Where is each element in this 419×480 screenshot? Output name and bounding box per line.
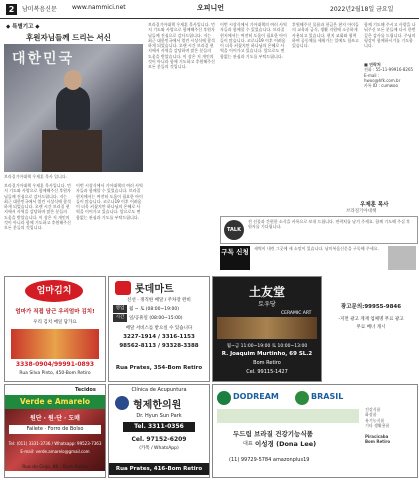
ad5-korean: 원단 · 원·단 · 도매 [30,415,80,422]
brazil-flag-icon [295,391,309,405]
ad2-hours-2: 일/공휴일 (08:00~15:00) [129,316,183,321]
contact-phone: 전화 : 55-11-99916-8265 [364,67,414,73]
ad2-hours-label-2: 시간 [113,314,127,322]
ad2-hours-label-1: 영업 [113,305,127,313]
photo-caption: 브라질기아대책 우제훈 목사 입니다. [4,174,68,179]
ad7-item: 유기농식품 [365,417,385,423]
ad1-phone: 3338-0904/99991-0893 [15,361,95,368]
ad2-phone-2: 98562-8113 / 93328-3388 [119,343,199,349]
talk-text: 전 선물과 간편한 소식을 카톡으로 보내 드립니다. 연락처를 남겨 주세요. 함께 기도해 주실 후원자를 기다립니다. [248,219,411,230]
article-body-2: 이번 시상식에서 기아대책의 여러 사역자들과 함께할 수 있었습니다. 브라질 현지에서는 여전히 도움이 필요한 아이들이 많습니다. 코로나19 이후 어려움이 더욱 커졌지만 하나님의 은혜로 사역을 이어가고 있습니다. 앞으로도 변함없는 관심과 기도를 부탁드립니다. [76,183,143,220]
ad6-cel-note: (카톡 / WhatsApp) [139,446,179,451]
ad2-note: 배달 서비스를 받으실 수 있습니다 [125,326,193,331]
contact-intro: 함께 기도해 주시고 사랑을 나눠주신 모든 분들께 다시 한번 깊은 감사를 드립니다. 주님의 평강이 함께하시기를 기도합니다. [364,22,416,49]
article-title: 후원자님들께 드리는 서신 [26,33,111,42]
ad7-item: 기타 생활용품 [365,422,390,428]
ad6-name: 형제한의원 [133,400,182,411]
kakao-talk-box [220,216,418,244]
dodream-logo-icon [217,391,231,405]
ad7-contact: (11) 99729-5784 amazonplus19 [229,457,310,463]
ad4-line-1: 광고문의:99955-9846 [340,304,402,310]
article-body-1: 브라질기아대책 우제훈 목사입니다. 먼저 기도와 사랑으로 함께해주신 후원자님들께 진심으로 감사드립니다. 저는 최근 대한민국에서 열린 시상식에 참석하게 되었습니다. 오랜 시간 브라질 현지에서 사역을 감당하며 많은 분들의 도움을 받았습니다. 이 상은 저 개인의 것이 아니라 함께 기도하고 후원해주신 모든 분들의 것입니다. [4,183,71,231]
ad5-item: Failete · Forro de Bolso [9,425,101,434]
ad-inquiry [326,276,416,380]
article-kicker: ◆ 특별기고 ◆ [6,24,40,30]
ad1-food-photo [11,329,99,359]
ad7-owner: 이성경 (Dona Lee) [255,440,317,448]
ad1-brand: 엄마김치 [25,280,83,302]
ad7-brand-2: BRASIL [311,392,344,401]
ad6-address: Rua Prates, 416-Bom Retiro [109,463,209,475]
article-photo [4,44,143,172]
ad7-brand: DODREAM [233,392,279,401]
subscribe-text: 새벽이 내린 그곳에 새 소망이 있습니다. 남미복음신문을 구독해 주세요. [254,246,379,251]
ad6-doctor: Dr. Hyun Sun Park [136,413,182,419]
ad7-item: 화장품 [365,412,377,418]
podium [42,130,102,172]
ad2-address: Rua Prates, 354-Bom Retiro [115,365,203,371]
byline-org: 브라질기아대책 [346,209,377,214]
ad7-location-1: Piracicaba [365,434,389,440]
talk-bubble-icon: TALK [224,220,244,240]
ad2-name: 롯데마트 [135,284,174,295]
website-link[interactable]: www.nammici.net [72,4,126,11]
issue-date: 2022년2월18일 금요일 [330,6,394,13]
contact-label: ■ 연락처 [364,62,381,67]
ad2-info: 신선 · 정직한 배달 / 주차장 완비 [127,298,191,303]
ad-umma-kimchi[interactable] [4,276,106,382]
ad5-name: Verde e Amarelo [5,395,105,409]
article-body-5-text: 후원해주신 물품과 헌금은 현지 아이들의 교육과 급식, 생활 지원에 소중하게 사용되고 있습니다. 현지 교회와 협력하여 공동체를 세워가는 일에도 힘쓰고 있습니다. [292,22,359,49]
section-name: 오피니언 [197,4,225,12]
ad3-ceramic: CERAMIC ART [281,311,312,316]
ad2-hours-1: 월 ~ 토 (08:00~19:00) [129,307,179,312]
ad6-cel: Cel. 97152-6209 [131,436,187,443]
ad5-email: E-mail: verde.amarelo@gmail.com [20,449,90,454]
clinic-logo-icon [115,396,129,410]
article-body-3: 브라질기아대책 우제훈 목사입니다. 먼저 기도와 사랑으로 함께해주신 후원자님들께 진심으로 감사드립니다. 저는 최근 대한민국에서 열린 시상식에 참석하게 되었습니다. 오랜 시간 브라질 현지에서 사역을 감당하며 많은 분들의 도움을 받았습니다. 이 상은 저 개인의 것이 아니라 함께 기도하고 후원해주신 모든 분들의 것입니다. [148,22,215,70]
ad3-phone: Cel. 99115-1427 [246,369,288,375]
contact-email[interactable]: E-mail : hwoo@hfk.com.br [364,72,401,83]
ad3-hours: 월~금 11:00~19:00 토 10:00~13:00 [226,344,308,349]
ad5-header: Tecidos [75,387,96,393]
ad7-label: 대표 [243,441,253,447]
byline-name: 우제훈 목사 [360,202,389,208]
photo-banner-text: 대한민국 [12,51,75,67]
ad3-district: Bom Retiro [253,360,281,366]
page-number: 2 [6,4,17,15]
ad6-tel: Tel. 3311-0356 [123,422,195,432]
ad-verde-amarelo[interactable] [4,384,106,478]
person-face [64,70,82,90]
ad5-phone: Tel: (011) 3331-3736 / Whatsapp: 99523-7363 [8,441,102,446]
page-header [0,0,419,19]
ad1-sub: 우리 김치 매일 담가요 [33,320,77,325]
person-silhouette [56,86,90,130]
ad7-item-list [365,407,415,465]
subscribe-image [388,246,416,270]
ad5-address: Rua do Grijo, 86 - Bom Retiro [22,465,88,470]
ad3-sub: 토우당 [258,301,276,308]
paper-name: 남미복음신문 [22,6,57,13]
ad7-item: 건강식품 [365,407,381,412]
ad4-line-2: -지면 광고 게재 업체명 무료 광고 [338,317,404,322]
ad-touang-ceramic[interactable] [212,276,322,382]
contact-kakao: 카톡 ID : cumwoo [364,83,398,89]
ad6-header: Clínica de Acupuntura [131,387,187,393]
ad3-pottery-image [217,317,317,339]
ad-lotte-mart[interactable] [108,276,210,382]
ad3-name: 土友堂 [248,285,285,299]
ad7-product-strip [217,409,359,423]
ad1-address: Rua Silva Pinto, 450-Bom Retiro [19,371,91,376]
ad4-line-3: 무료 배너 게시 [356,325,386,330]
subscribe-label[interactable]: 구독 신청 [220,246,250,270]
article-body-4: 이번 시상식에서 기아대책의 여러 사역자들과 함께할 수 있었습니다. 브라질 현지에서는 여전히 도움이 필요한 아이들이 많습니다. 코로나19 이후 어려움이 더욱 커졌지만 하나님의 은혜로 사역을 이어가고 있습니다. 앞으로도 변함없는 관심과 기도를 부탁드립니다. [220,22,287,59]
lotte-logo-icon [115,281,131,295]
ad-dodream-brasil[interactable] [212,384,418,478]
ad3-address: R. Joaquim Murtinho, 69 SL.2 [221,351,313,357]
ad-hyungje-clinic[interactable] [108,384,210,478]
ad1-tagline: 엄마가 직접 담근 우리엄마 김치! [15,309,95,315]
ad7-location-2: Bom Retiro [365,439,391,445]
ad2-phone-1: 3227-1914 / 3316-1153 [123,334,195,340]
ad7-slogan: 두드림 브라질 건강기능식품 [233,430,313,438]
